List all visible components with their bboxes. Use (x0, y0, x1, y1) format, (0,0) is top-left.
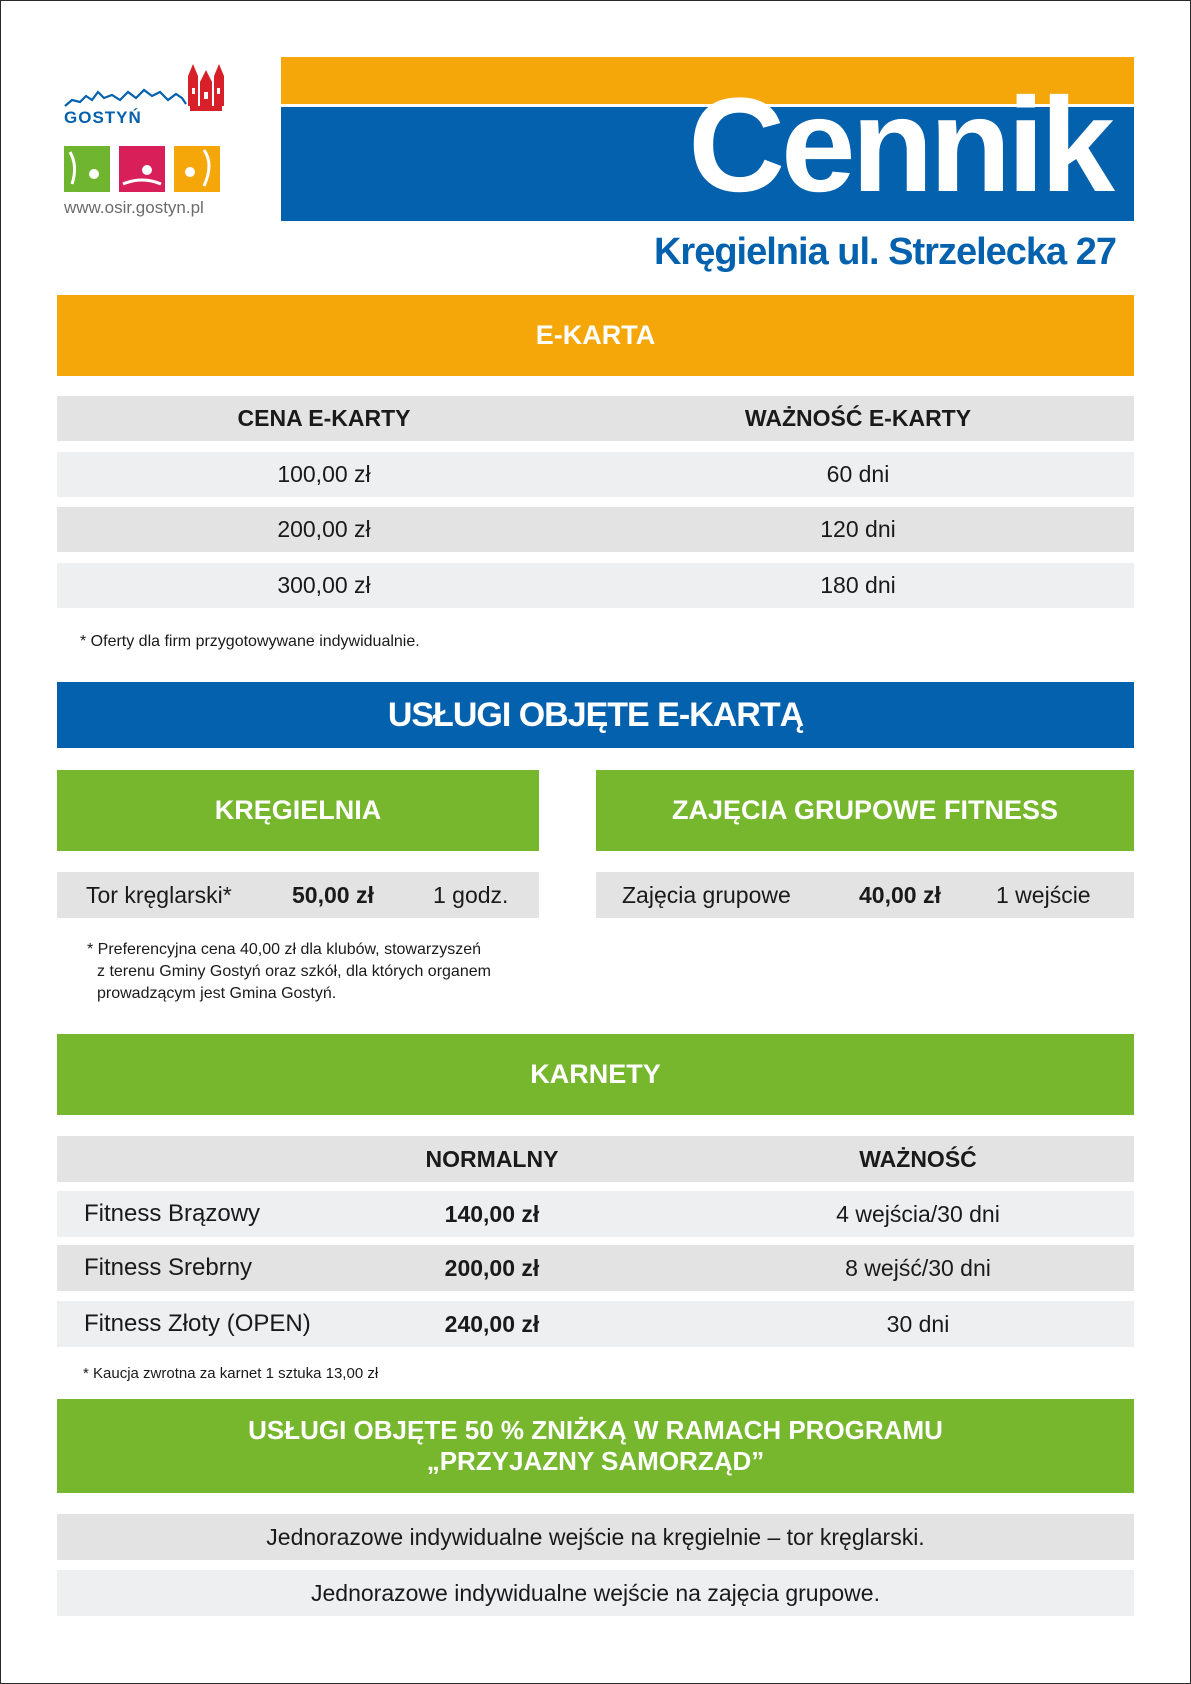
karnet-name: Fitness Brązowy (84, 1200, 261, 1227)
ekarta-row (57, 452, 1134, 497)
karnet-price: 240,00 zł (444, 1310, 540, 1337)
bowling-lane-price: 50,00 zł (292, 881, 374, 908)
ekarta-row (57, 563, 1134, 608)
logo-website: www.osir.gostyn.pl (64, 198, 204, 217)
gostyn-logo (62, 62, 234, 222)
ekarta-price: 300,00 zł (277, 572, 371, 598)
karnety-col-normal: NORMALNY (425, 1145, 559, 1172)
fitness-heading: ZAJĘCIA GRUPOWE FITNESS (596, 770, 1134, 851)
bowling-price-row (57, 872, 539, 918)
page-title: Cennik (688, 71, 1111, 220)
fitness-price-row (596, 872, 1134, 918)
fitness-class-unit: 1 wejście (996, 881, 1091, 908)
ekarta-col-validity: WAŻNOŚĆ E-KARTY (744, 405, 972, 431)
bowling-lane-label: Tor kręglarski* (86, 881, 232, 908)
karnet-validity: 30 dni (886, 1310, 950, 1337)
bowling-note-line: prowadzącym jest Gmina Gostyń. (97, 985, 337, 1002)
karnet-row (57, 1301, 1134, 1347)
ekarta-price: 100,00 zł (277, 461, 371, 487)
logo-tile-green (64, 146, 110, 192)
bowling-note-line: z terenu Gminy Gostyń oraz szkół, dla których organem (97, 963, 491, 980)
karnety-col-validity: WAŻNOŚĆ (859, 1145, 977, 1172)
discount-heading-line: USŁUGI OBJĘTE 50 % ZNIŻKĄ W RAMACH PROGRAMU (248, 1415, 943, 1445)
discount-heading-line: „PRZYJAZNY SAMORZĄD” (426, 1446, 765, 1476)
ekarta-validity: 180 dni (820, 572, 896, 598)
logo-tile-orange (174, 146, 220, 192)
karnet-price: 140,00 zł (444, 1200, 540, 1227)
karnet-row (57, 1191, 1134, 1237)
ekarta-note: * Oferty dla firm przygotowywane indywidualnie. (80, 633, 420, 650)
logo-city-name: GOSTYŃ (64, 108, 142, 127)
bowling-lane-unit: 1 godz. (433, 881, 509, 908)
discount-item: Jednorazowe indywidualne wejście na zajęcia grupowe. (57, 1570, 1134, 1616)
player-icon (174, 146, 220, 192)
ekarta-validity: 120 dni (820, 516, 896, 542)
ekarta-validity: 60 dni (826, 461, 890, 487)
ekarta-col-price: CENA E-KARTY (237, 405, 411, 431)
karnet-validity: 8 wejść/30 dni (845, 1254, 991, 1281)
karnet-name: Fitness Srebrny (84, 1254, 253, 1281)
runner-icon (64, 146, 110, 192)
karnety-table-header (57, 1136, 1134, 1182)
karnety-note: * Kaucja zwrotna za karnet 1 sztuka 13,00 zł (83, 1365, 379, 1382)
fitness-class-price: 40,00 zł (859, 881, 941, 908)
karnet-row (57, 1245, 1134, 1291)
ekarta-row (57, 507, 1134, 552)
discount-item: Jednorazowe indywidualne wejście na kręgielnie – tor kręglarski. (57, 1514, 1134, 1560)
page-subtitle: Kręgielnia ul. Strzelecka 27 (653, 231, 1116, 273)
bowling-note (87, 939, 491, 1005)
karnety-heading: KARNETY (57, 1034, 1134, 1115)
karnet-price: 200,00 zł (444, 1254, 540, 1281)
logo-tile-pink (119, 146, 165, 192)
ekarta-price: 200,00 zł (277, 516, 371, 542)
bowling-note-line: * Preferencyjna cena 40,00 zł dla klubów, stowarzyszeń (87, 941, 481, 958)
swimmer-icon (119, 146, 165, 192)
fitness-class-label: Zajęcia grupowe (622, 881, 791, 908)
ekarta-table-header (57, 396, 1134, 441)
ekarta-heading: E-KARTA (57, 295, 1134, 376)
karnet-validity: 4 wejścia/30 dni (836, 1200, 1000, 1227)
bowling-heading: KRĘGIELNIA (57, 770, 539, 851)
services-heading: USŁUGI OBJĘTE E-KARTĄ (57, 682, 1134, 748)
karnet-name: Fitness Złoty (OPEN) (84, 1310, 311, 1337)
discount-heading (57, 1399, 1134, 1493)
